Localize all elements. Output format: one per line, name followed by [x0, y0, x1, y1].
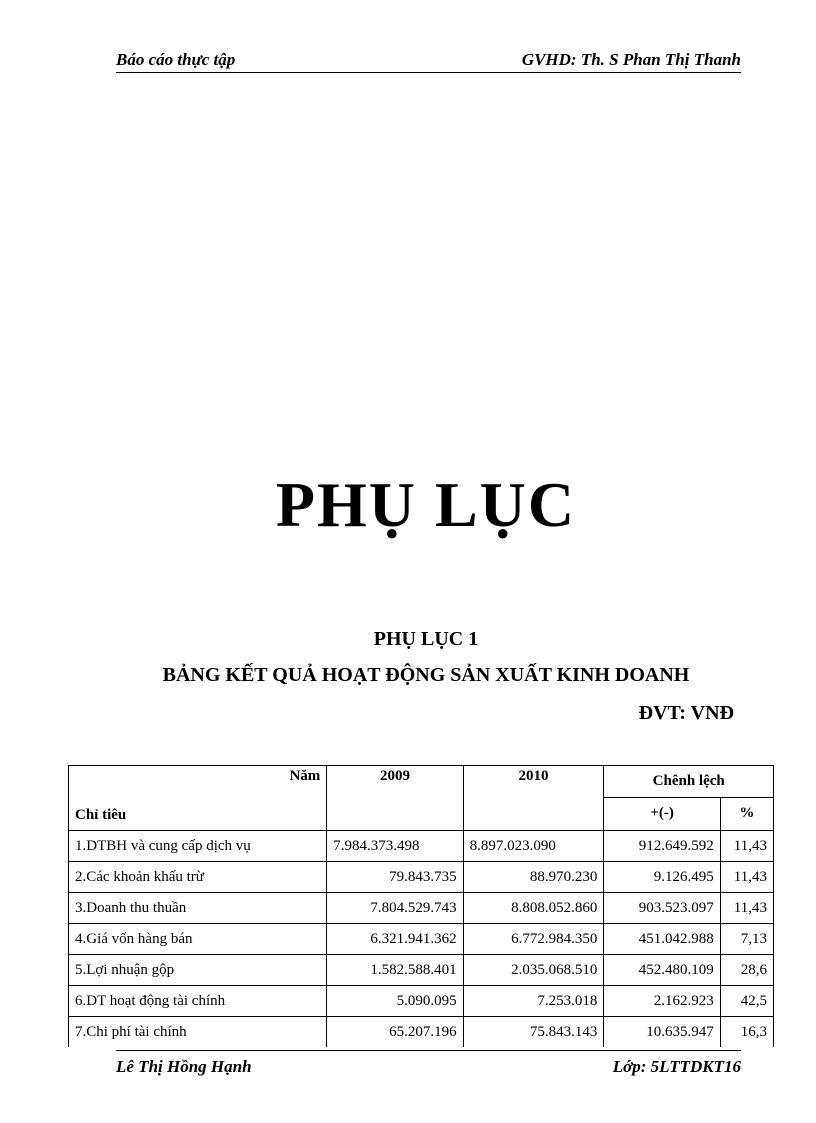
header-indicator-label: Chỉ tiêu [69, 797, 327, 831]
cell-2009: 5.090.095 [327, 986, 463, 1017]
cell-diff: 10.635.947 [604, 1017, 720, 1048]
cell-pct: 11,43 [720, 862, 773, 893]
table-row [69, 893, 774, 924]
table-row [69, 924, 774, 955]
header-right-text: GVHD: Th. S Phan Thị Thanh [521, 50, 741, 69]
cell-pct: 7,13 [720, 924, 773, 955]
header-diff-abs: +(-) [604, 797, 720, 831]
cell-pct: 42,5 [720, 986, 773, 1017]
header-2010: 2010 [463, 766, 604, 831]
cell-diff: 451.042.988 [604, 924, 720, 955]
cell-2009: 7.804.529.743 [327, 893, 463, 924]
footer-class: Lớp: 5LTTDKT16 [612, 1057, 741, 1076]
appendix-title: PHỤ LỤC [275, 469, 577, 540]
footer-author: Lê Thị Hồng Hạnh [116, 1057, 252, 1076]
cell-2010: 6.772.984.350 [463, 924, 604, 955]
cell-2010: 2.035.068.510 [463, 955, 604, 986]
cell-pct: 11,43 [720, 893, 773, 924]
cell-2010: 8.897.023.090 [463, 831, 604, 862]
cell-pct: 11,43 [720, 831, 773, 862]
cell-diff: 9.126.495 [604, 862, 720, 893]
cell-2009: 6.321.941.362 [327, 924, 463, 955]
cell-2010: 8.808.052.860 [463, 893, 604, 924]
page-header [116, 48, 741, 73]
cell-2010: 7.253.018 [463, 986, 604, 1017]
unit-label: ĐVT: VNĐ [638, 702, 734, 724]
page-footer [116, 1050, 741, 1077]
appendix-subtitle: PHỤ LỤC 1 [373, 628, 479, 650]
header-left-text: Báo cáo thực tập [116, 50, 236, 69]
header-year-label: Năm [69, 766, 327, 798]
table-row [69, 1017, 774, 1048]
row-label: 6.DT hoạt động tài chính [69, 986, 327, 1017]
header-2009: 2009 [327, 766, 463, 831]
table-row [69, 831, 774, 862]
cell-2009: 79.843.735 [327, 862, 463, 893]
cell-diff: 2.162.923 [604, 986, 720, 1017]
cell-2010: 75.843.143 [463, 1017, 604, 1048]
table-title: BẢNG KẾT QUẢ HOẠT ĐỘNG SẢN XUẤT KINH DOANH [162, 664, 690, 686]
cell-pct: 16,3 [720, 1017, 773, 1048]
cell-diff: 452.480.109 [604, 955, 720, 986]
header-diff-pct: % [720, 797, 773, 831]
table-row [69, 862, 774, 893]
cell-2010: 88.970.230 [463, 862, 604, 893]
row-label: 7.Chi phí tài chính [69, 1017, 327, 1048]
header-difference: Chênh lệch [604, 766, 774, 798]
row-label: 3.Doanh thu thuần [69, 893, 327, 924]
cell-2009: 1.582.588.401 [327, 955, 463, 986]
cell-pct: 28,6 [720, 955, 773, 986]
table-header-row [69, 766, 774, 798]
row-label: 5.Lợi nhuận gộp [69, 955, 327, 986]
cell-2009: 7.984.373.498 [327, 831, 463, 862]
cell-diff: 903.523.097 [604, 893, 720, 924]
row-label: 1.DTBH và cung cấp dịch vụ [69, 831, 327, 862]
table-row [69, 986, 774, 1017]
business-results-table [68, 765, 774, 1047]
row-label: 4.Giá vốn hàng bán [69, 924, 327, 955]
cell-diff: 912.649.592 [604, 831, 720, 862]
results-table-container [68, 765, 774, 1047]
table-row [69, 955, 774, 986]
row-label: 2.Các khoản khấu trừ [69, 862, 327, 893]
cell-2009: 65.207.196 [327, 1017, 463, 1048]
